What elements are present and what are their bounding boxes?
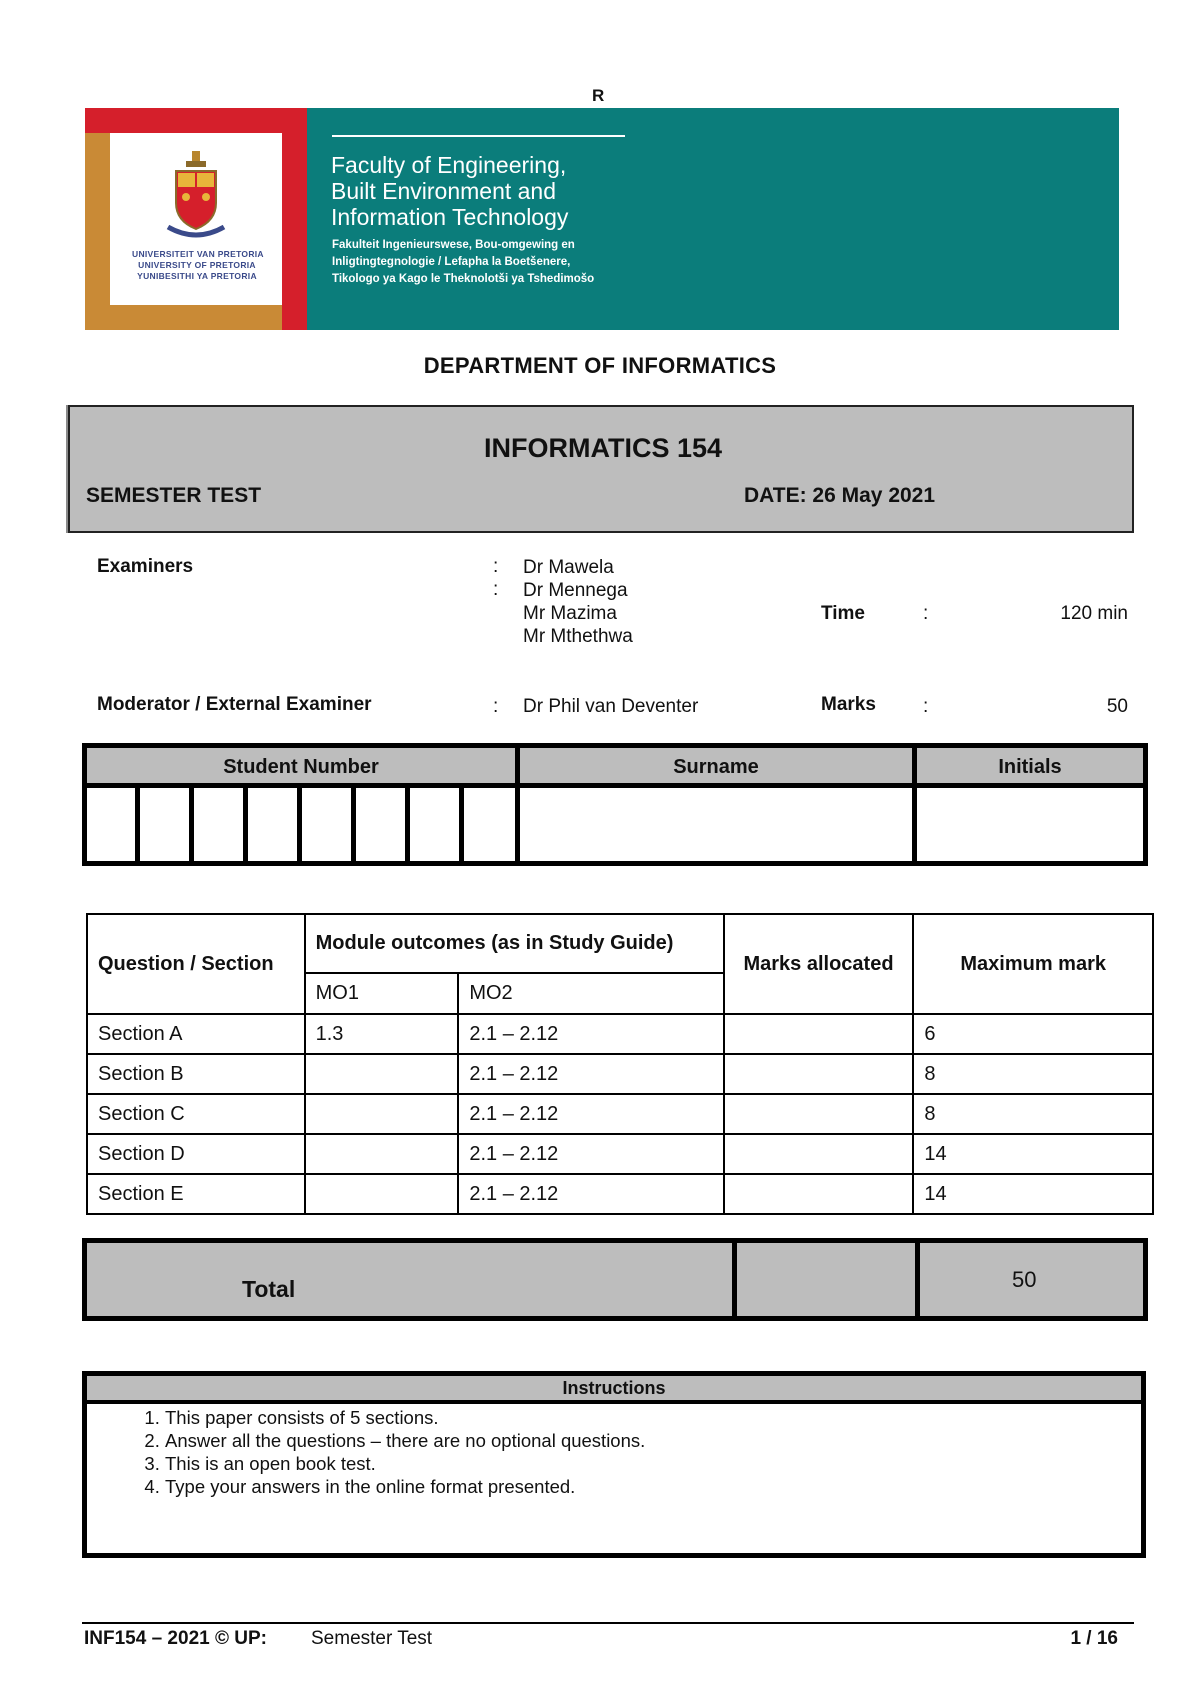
test-date: DATE: 26 May 2021 — [744, 484, 936, 507]
examiner-name: Dr Mennega — [523, 580, 628, 601]
digit-box-divider — [459, 788, 464, 861]
column-divider — [912, 748, 917, 861]
total-value: 50 — [1012, 1267, 1037, 1292]
module-outcomes-header: Module outcomes (as in Study Guide) — [305, 914, 724, 973]
section-cell: Section E — [87, 1174, 305, 1214]
mo2-cell: 2.1 – 2.12 — [458, 1014, 723, 1054]
max-mark-cell: 14 — [913, 1174, 1153, 1214]
student-number-header: Student Number — [87, 748, 515, 788]
colon: : — [493, 556, 499, 577]
max-mark-cell: 6 — [913, 1014, 1153, 1054]
section-cell: Section C — [87, 1094, 305, 1134]
column-divider — [515, 748, 520, 861]
course-header-box — [68, 405, 1134, 533]
list-item: 2. Answer all the questions – there are no optional questions. — [165, 1429, 645, 1452]
mo2-cell: 2.1 – 2.12 — [458, 1134, 723, 1174]
instructions-title: Instructions — [87, 1376, 1141, 1404]
examiners-list — [523, 556, 633, 648]
university-crest-icon — [156, 147, 236, 247]
max-mark-cell: 8 — [913, 1094, 1153, 1134]
maximum-mark-header: Maximum mark — [913, 914, 1153, 1014]
digit-box-divider — [189, 788, 194, 861]
page-number: 1 / 16 — [1070, 1628, 1118, 1649]
colon: : — [493, 696, 499, 717]
column-divider — [915, 1243, 920, 1316]
examiners-label: Examiners — [97, 556, 194, 577]
initials-header: Initials — [917, 748, 1143, 788]
question-section-header: Question / Section — [87, 914, 305, 1014]
footer-rule — [82, 1622, 1134, 1624]
mo1-cell — [305, 1174, 459, 1214]
moderator-label: Moderator / External Examiner — [97, 694, 372, 715]
max-mark-cell: 8 — [913, 1054, 1153, 1094]
colon: : — [493, 579, 499, 600]
faculty-subtitle: Fakulteit Ingenieurswese, Bou-omgewing en Inligtingtegnologie / Lefapha la Boetšenere, Tikologo ya Kago le Theknolotši ya Tshedimošo — [332, 239, 595, 285]
surname-header: Surname — [520, 748, 912, 788]
colon: : — [923, 696, 929, 717]
list-item: 3. This is an open book test. — [165, 1452, 645, 1475]
footer-course-code: INF154 – 2021 © UP: — [84, 1628, 267, 1649]
mo1-cell: 1.3 — [305, 1014, 459, 1054]
examiner-name: Dr Mawela — [523, 557, 614, 578]
section-cell: Section D — [87, 1134, 305, 1174]
student-info-table — [82, 743, 1148, 866]
mo2-cell: 2.1 – 2.12 — [458, 1094, 723, 1134]
marks-label: Marks — [821, 694, 876, 715]
total-box — [82, 1238, 1148, 1321]
marks-table — [86, 913, 1154, 1215]
section-cell: Section B — [87, 1054, 305, 1094]
corner-mark: R — [592, 86, 605, 105]
marks-value: 50 — [1106, 696, 1128, 717]
section-cell: Section A — [87, 1014, 305, 1054]
total-label: Total — [242, 1276, 296, 1302]
marks-allocated-cell — [724, 1174, 914, 1214]
column-divider — [732, 1243, 737, 1316]
mo2-cell: 2.1 – 2.12 — [458, 1174, 723, 1214]
table-row — [87, 1134, 1153, 1174]
mo2-header: MO2 — [458, 973, 723, 1014]
examiner-name: Mr Mthethwa — [523, 626, 633, 647]
time-label: Time — [821, 603, 866, 624]
mo1-cell — [305, 1054, 459, 1094]
mo1-header: MO1 — [305, 973, 459, 1014]
marks-allocated-cell — [724, 1134, 914, 1174]
digit-box-divider — [351, 788, 356, 861]
test-type: SEMESTER TEST — [86, 484, 262, 507]
faculty-banner — [85, 108, 1119, 330]
mo1-cell — [305, 1094, 459, 1134]
max-mark-cell: 14 — [913, 1134, 1153, 1174]
examiner-name: Mr Mazima — [523, 603, 617, 624]
digit-box-divider — [243, 788, 248, 861]
moderator-name: Dr Phil van Deventer — [523, 696, 699, 717]
table-row — [87, 1054, 1153, 1094]
marks-allocated-cell — [724, 1054, 914, 1094]
digit-box-divider — [405, 788, 410, 861]
colon: : — [923, 603, 929, 624]
banner-rule — [332, 135, 625, 137]
marks-allocated-cell — [724, 1014, 914, 1054]
list-item: 1. This paper consists of 5 sections. — [165, 1406, 645, 1429]
instructions-list — [137, 1406, 645, 1498]
mo1-cell — [305, 1134, 459, 1174]
digit-box-divider — [135, 788, 140, 861]
table-row — [87, 1094, 1153, 1134]
time-value: 120 min — [1060, 603, 1128, 624]
faculty-title: Faculty of Engineering, Built Environment and Information Technology — [331, 152, 569, 230]
course-title: INFORMATICS 154 — [483, 433, 723, 463]
department-title: DEPARTMENT OF INFORMATICS — [423, 353, 777, 378]
marks-allocated-header: Marks allocated — [724, 914, 914, 1014]
list-item: 4. Type your answers in the online format presented. — [165, 1475, 645, 1498]
footer-test-name: Semester Test — [311, 1628, 433, 1649]
marks-allocated-cell — [724, 1094, 914, 1134]
digit-box-divider — [297, 788, 302, 861]
instructions-box — [82, 1371, 1146, 1558]
university-logo — [110, 133, 282, 305]
mo2-cell: 2.1 – 2.12 — [458, 1054, 723, 1094]
table-row — [87, 1174, 1153, 1214]
university-name: UNIVERSITEIT VAN PRETORIA UNIVERSITY OF PRETORIA YUNIBESITHI YA PRETORIA — [132, 249, 264, 281]
table-row — [87, 1014, 1153, 1054]
